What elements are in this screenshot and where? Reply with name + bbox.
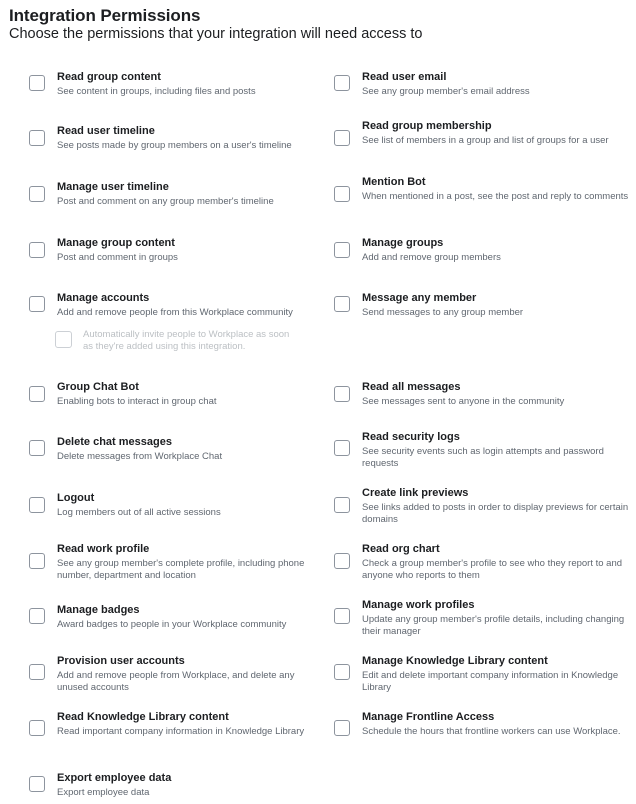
read-security-logs-checkbox[interactable] (334, 440, 350, 456)
permission-label: Manage Frontline Access (362, 711, 495, 723)
permission-description: Delete messages from Workplace Chat (57, 451, 223, 462)
permission-label: Manage user timeline (57, 181, 169, 193)
permission-description: Update any group member's profile details, including changing their manager (362, 614, 625, 637)
read-group-membership-checkbox[interactable] (334, 130, 350, 146)
read-knowledge-library-checkbox[interactable] (29, 720, 45, 736)
group-chat-bot-checkbox[interactable] (29, 386, 45, 402)
page-subtitle: Choose the permissions that your integration will need access to (9, 26, 423, 42)
permission-description: Edit and delete important company information in Knowledge Library (362, 670, 619, 693)
read-user-timeline-checkbox[interactable] (29, 130, 45, 146)
permission-label: Read all messages (362, 381, 461, 393)
read-work-profile-checkbox[interactable] (29, 553, 45, 569)
permission-label: Read org chart (362, 543, 440, 555)
read-all-messages-checkbox[interactable] (334, 386, 350, 402)
permission-label: Create link previews (362, 487, 469, 499)
permission-label: Message any member (362, 292, 477, 304)
permission-label: Provision user accounts (57, 655, 185, 667)
permission-description: See messages sent to anyone in the community (362, 396, 565, 407)
permission-label: Read security logs (362, 431, 460, 443)
permission-label: Manage work profiles (362, 599, 475, 611)
permission-label: Mention Bot (362, 176, 426, 188)
permission-label: Manage Knowledge Library content (362, 655, 548, 667)
permission-description: Post and comment in groups (57, 252, 178, 263)
provision-user-accounts-checkbox[interactable] (29, 664, 45, 680)
permission-description: Add and remove people from this Workplace community (57, 307, 293, 318)
manage-user-timeline-checkbox[interactable] (29, 186, 45, 202)
permission-description: Enabling bots to interact in group chat (57, 396, 217, 407)
export-employee-data-checkbox[interactable] (29, 776, 45, 792)
permission-description: Send messages to any group member (362, 307, 524, 318)
manage-knowledge-library-checkbox[interactable] (334, 664, 350, 680)
permission-label: Read group membership (362, 120, 492, 132)
permission-label: Manage group content (57, 237, 175, 249)
permission-label: Manage badges (57, 604, 140, 616)
manage-group-content-checkbox[interactable] (29, 242, 45, 258)
read-org-chart-checkbox[interactable] (334, 553, 350, 569)
manage-work-profiles-checkbox[interactable] (334, 608, 350, 624)
permission-description: See links added to posts in order to display previews for certain domains (362, 502, 629, 525)
permission-description: Read important company information in Knowledge Library (57, 726, 305, 737)
read-user-email-checkbox[interactable] (334, 75, 350, 91)
manage-accounts-checkbox[interactable] (29, 296, 45, 312)
delete-chat-messages-checkbox[interactable] (29, 440, 45, 456)
manage-groups-checkbox[interactable] (334, 242, 350, 258)
permission-label: Logout (57, 492, 95, 504)
permission-description: See any group member's email address (362, 86, 530, 97)
permission-label: Read work profile (57, 543, 150, 555)
auto-invite-description: Automatically invite people to Workplace as soon as they're added using this integration. (83, 329, 290, 352)
permission-description: When mentioned in a post, see the post and reply to comments (362, 191, 629, 202)
permission-description: See list of members in a group and list of groups for a user (362, 135, 609, 146)
permission-description: See posts made by group members on a user's timeline (57, 140, 292, 151)
page-title: Integration Permissions (9, 6, 201, 25)
read-group-content-checkbox[interactable] (29, 75, 45, 91)
permission-label: Read group content (57, 71, 161, 83)
permission-description: See any group member's complete profile, including phone number, department and location (57, 558, 305, 581)
permission-label: Read Knowledge Library content (57, 711, 229, 723)
permission-description: Add and remove people from Workplace, and delete any unused accounts (57, 670, 295, 693)
permission-description: Log members out of all active sessions (57, 507, 221, 518)
mention-bot-checkbox[interactable] (334, 186, 350, 202)
permission-description: Post and comment on any group member's timeline (57, 196, 274, 207)
permission-label: Read user email (362, 71, 447, 83)
logout-checkbox[interactable] (29, 497, 45, 513)
permission-label: Export employee data (57, 772, 172, 784)
permission-description: Check a group member's profile to see who they report to and anyone who reports to them (362, 558, 623, 581)
permission-label: Manage accounts (57, 292, 150, 304)
manage-badges-checkbox[interactable] (29, 608, 45, 624)
permission-description: Award badges to people in your Workplace community (57, 619, 287, 630)
permission-description: Schedule the hours that frontline workers can use Workplace. (362, 726, 621, 737)
permission-label: Group Chat Bot (57, 381, 139, 393)
permission-description: See content in groups, including files and posts (57, 86, 256, 97)
permission-description: Add and remove group members (362, 252, 501, 263)
create-link-previews-checkbox[interactable] (334, 497, 350, 513)
permission-label: Manage groups (362, 237, 444, 249)
auto-invite-checkbox (55, 331, 72, 348)
permission-label: Read user timeline (57, 125, 155, 137)
manage-frontline-access-checkbox[interactable] (334, 720, 350, 736)
permission-description: See security events such as login attempts and password requests (362, 446, 604, 469)
permission-label: Delete chat messages (57, 436, 172, 448)
permission-description: Export employee data (57, 787, 150, 798)
message-any-member-checkbox[interactable] (334, 296, 350, 312)
